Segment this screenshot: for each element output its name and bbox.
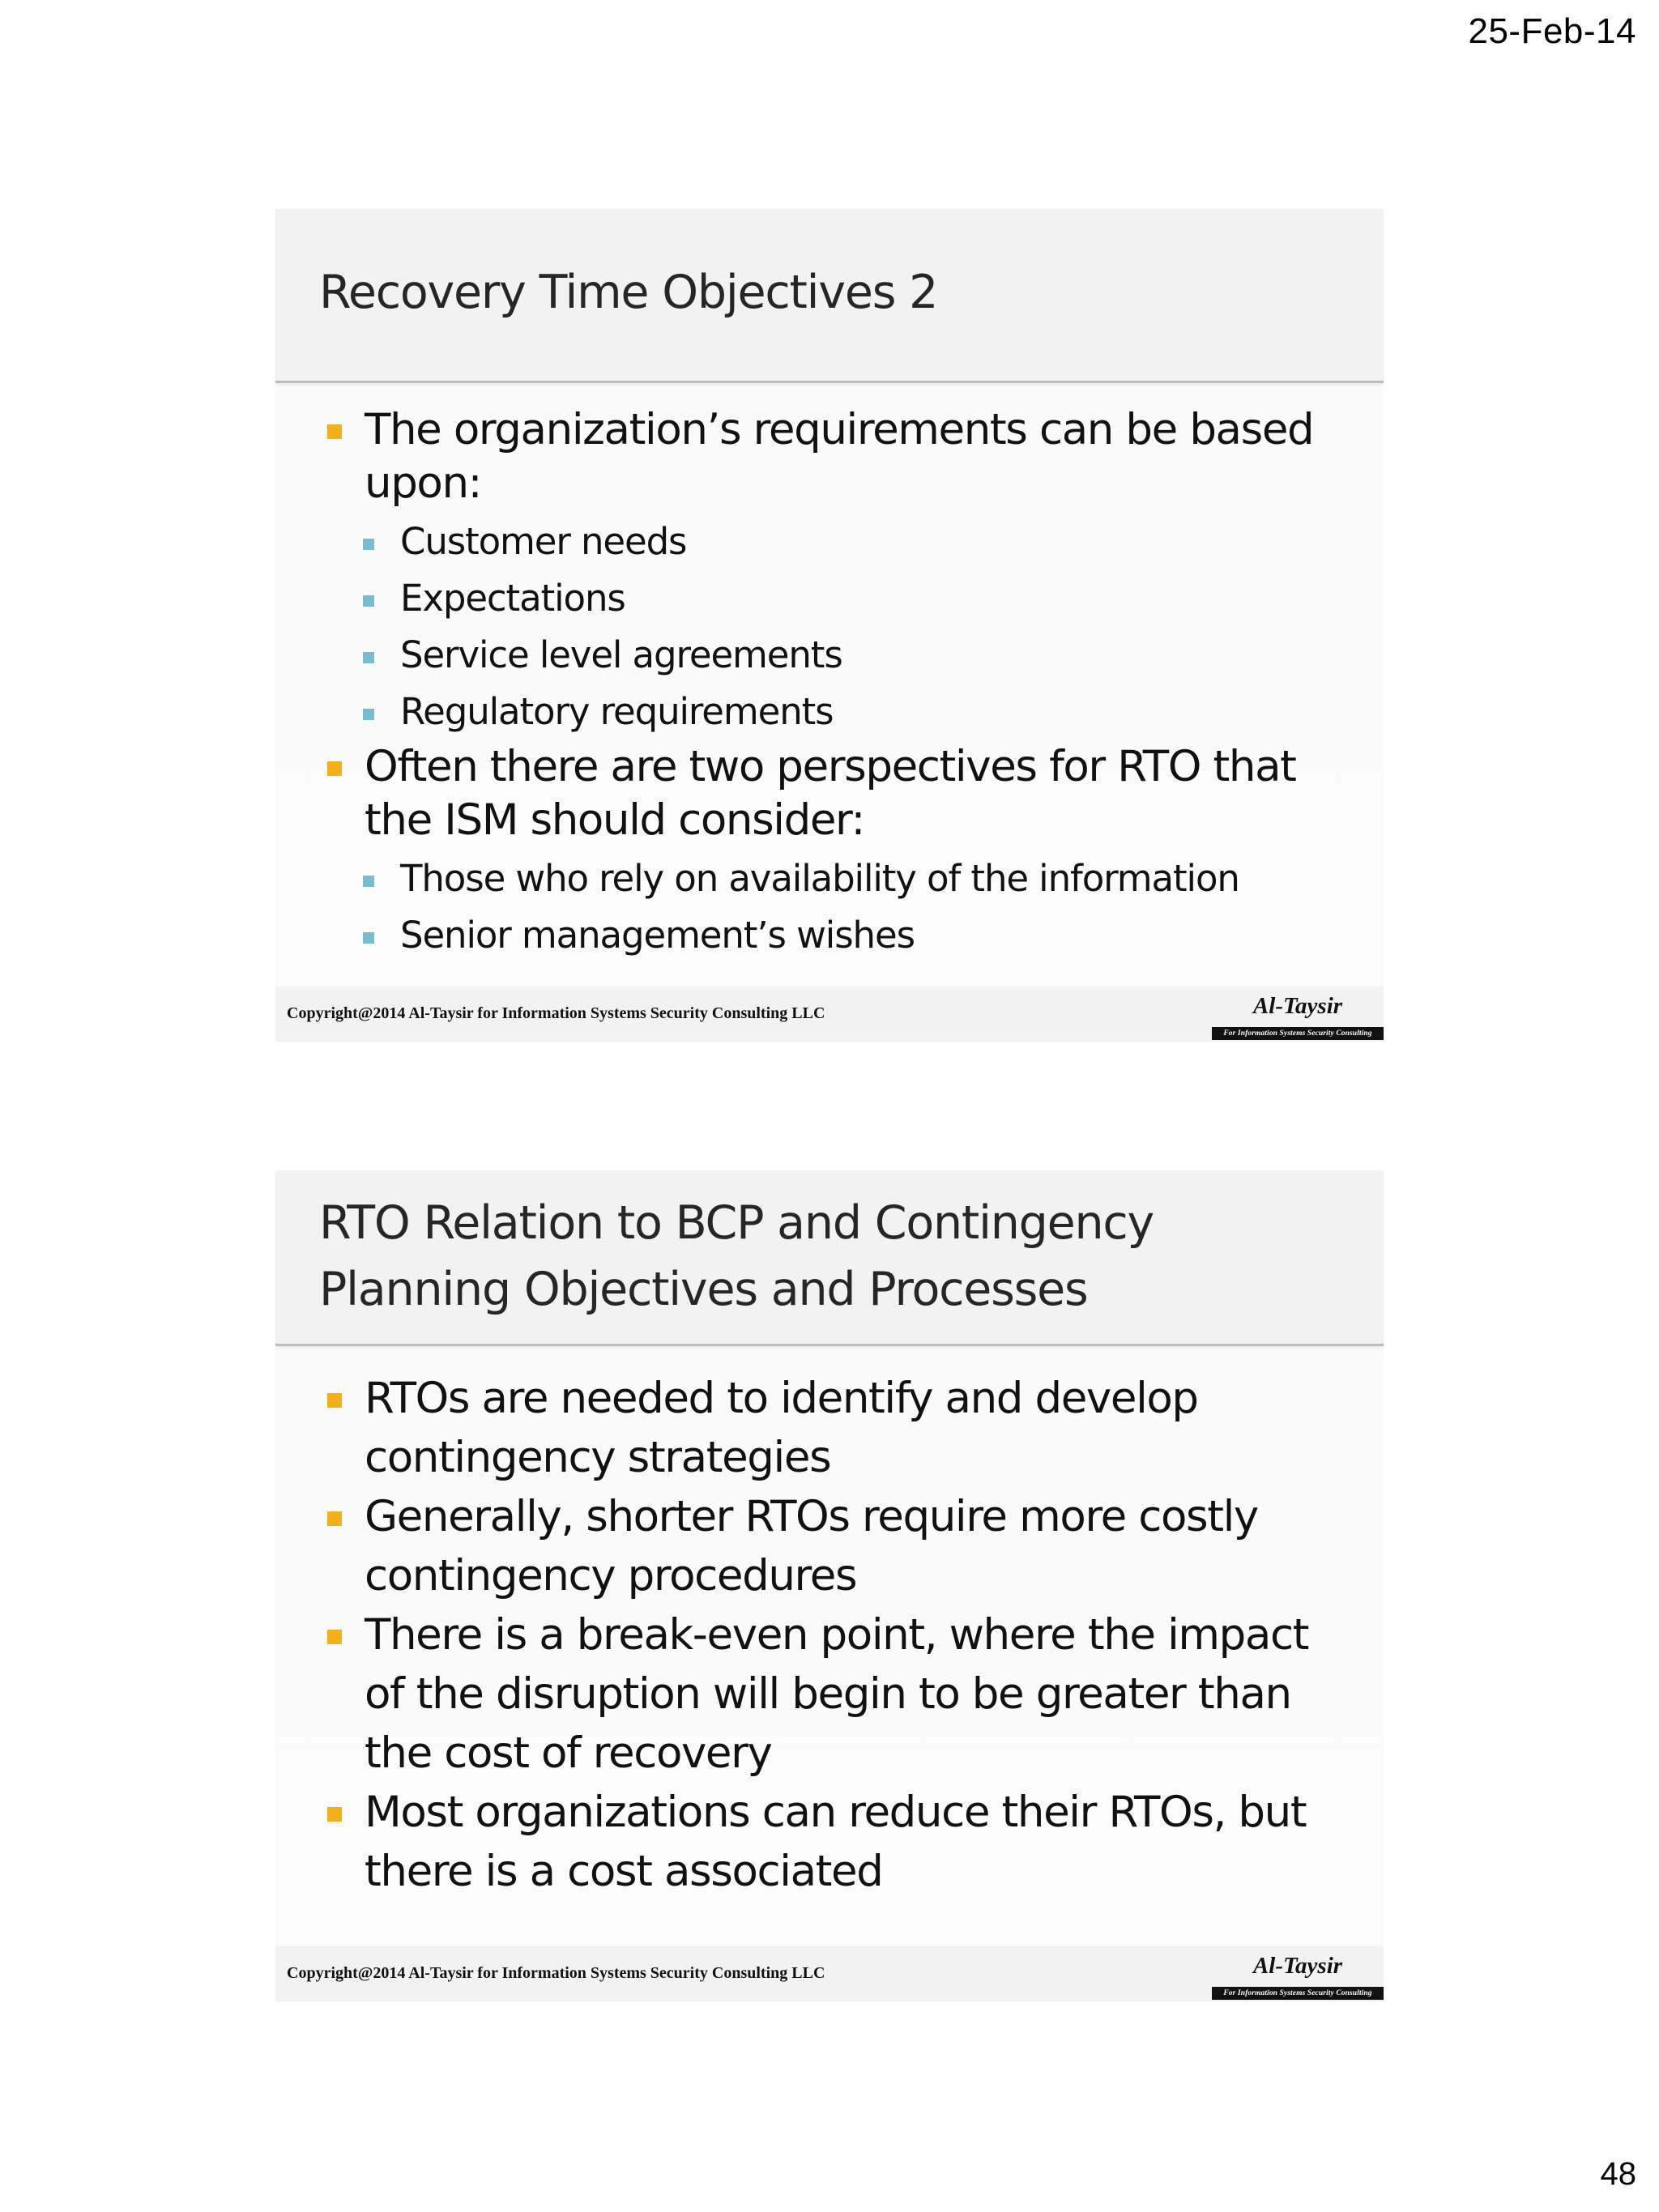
- slide-title-band: [275, 1170, 1384, 1346]
- page-date: 25-Feb-14: [1468, 11, 1636, 51]
- sub-bullet-square-icon: [363, 539, 374, 550]
- sub-bullet-square-icon: [363, 932, 374, 944]
- slide-recovery-time-objectives-2: [275, 209, 1384, 1042]
- sub-bullet-text: Regulatory requirements: [400, 690, 834, 733]
- bullet-text: Generally, shorter RTOs require more costly contingency procedures: [365, 1492, 1258, 1600]
- sub-bullet-item: [327, 514, 1351, 570]
- bullet-text: Most organizations can reduce their RTOs, but there is a cost associated: [365, 1788, 1307, 1896]
- sub-bullet-square-icon: [363, 595, 374, 607]
- bullet-text: Often there are two perspectives for RTO that the ISM should consider:: [365, 742, 1296, 845]
- slide-footer: [275, 1946, 1384, 2001]
- logo-name: Al-Taysir: [1252, 1953, 1343, 1979]
- sub-bullet-item: [327, 907, 1351, 964]
- slide-rto-relation-to-bcp: [275, 1170, 1384, 2003]
- sub-bullet-item: [327, 684, 1351, 740]
- sub-bullet-item: [327, 570, 1351, 627]
- bullet-square-icon: [327, 761, 342, 776]
- bullet-square-icon: [327, 1393, 342, 1408]
- copyright-text: Copyright@2014 Al-Taysir for Information Systems Security Consulting LLC: [287, 1964, 825, 1982]
- sub-bullet-text: Those who rely on availability of the information: [400, 857, 1239, 900]
- slide-title: Recovery Time Objectives 2: [319, 266, 938, 319]
- bullet-square-icon: [327, 424, 342, 439]
- bullet-item: [327, 740, 1351, 847]
- slide-content: [327, 403, 1351, 964]
- al-taysir-logo: [1212, 990, 1384, 1040]
- bullet-text: The organization’s requirements can be based upon:: [365, 405, 1314, 508]
- bullet-square-icon: [327, 1630, 342, 1644]
- bullet-item: [327, 1605, 1351, 1783]
- slide-title-band: [275, 209, 1384, 383]
- page-number: 48: [1600, 2156, 1636, 2192]
- sub-bullet-text: Senior management’s wishes: [400, 914, 915, 957]
- slide-title: RTO Relation to BCP and Contingency Planning Objectives and Processes: [319, 1196, 1154, 1316]
- sub-bullet-square-icon: [363, 652, 374, 663]
- sub-bullet-text: Expectations: [400, 577, 625, 620]
- sub-bullet-square-icon: [363, 876, 374, 887]
- slide-footer: [275, 987, 1384, 1042]
- bullet-item: [327, 1369, 1351, 1487]
- sub-bullet-item: [327, 850, 1351, 907]
- bullet-text: RTOs are needed to identify and develop contingency strategies: [365, 1374, 1198, 1482]
- bullet-item: [327, 403, 1351, 510]
- bullet-square-icon: [327, 1807, 342, 1822]
- sub-bullet-text: Service level agreements: [400, 633, 842, 676]
- logo-tagline: For Information Systems Security Consulting: [1212, 1987, 1384, 2000]
- bullet-item: [327, 1487, 1351, 1605]
- logo-tagline: For Information Systems Security Consulting: [1212, 1027, 1384, 1040]
- logo-name: Al-Taysir: [1252, 993, 1343, 1019]
- sub-bullet-text: Customer needs: [400, 520, 687, 563]
- slide-content: [327, 1369, 1351, 1901]
- bullet-square-icon: [327, 1511, 342, 1526]
- sub-bullet-square-icon: [363, 709, 374, 720]
- bullet-item: [327, 1783, 1351, 1901]
- copyright-text: Copyright@2014 Al-Taysir for Information Systems Security Consulting LLC: [287, 1004, 825, 1022]
- sub-bullet-item: [327, 627, 1351, 684]
- bullet-text: There is a break-even point, where the impact of the disruption will begin to be greater than the cost of recovery: [365, 1610, 1309, 1778]
- al-taysir-logo: [1212, 1950, 1384, 2000]
